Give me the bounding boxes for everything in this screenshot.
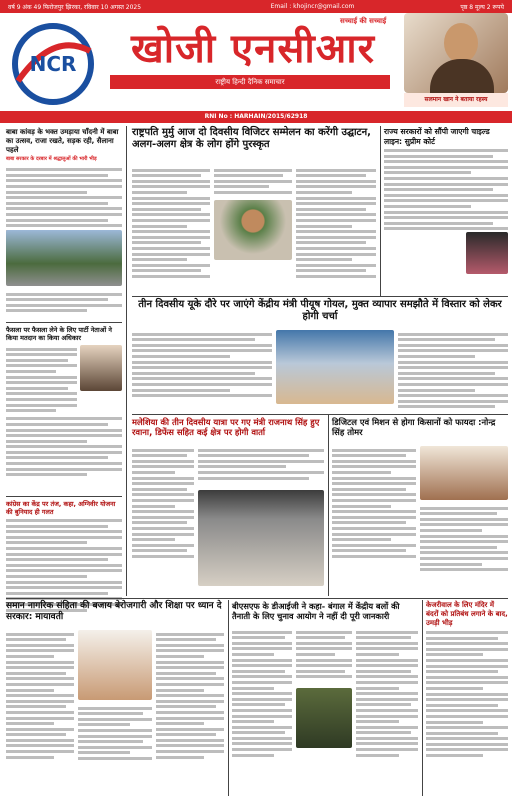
goyal-photo — [276, 330, 394, 404]
newspaper-title: खोजी एनसीआर — [130, 26, 375, 72]
article-left-mid[interactable] — [6, 326, 122, 479]
celebrity-photo — [404, 13, 508, 93]
article-mayawati[interactable] — [6, 601, 224, 623]
column-rule — [228, 600, 229, 796]
article-subhead: बाबा सरकार के दरबार में श्रद्धालुओं की भारी भीड़ — [6, 156, 97, 162]
column-rule — [422, 600, 423, 796]
article-right-bottom[interactable] — [426, 601, 508, 760]
contact-email[interactable]: Email : khojincr@gmail.com — [270, 3, 355, 10]
article-headline: केजरीवाल के लिए मंदिर में बंदरों को प्रतिबंध लगाने के बाद, उमड़ी भीड़ — [426, 601, 508, 627]
tomar-photo — [420, 446, 508, 500]
masthead — [0, 13, 512, 109]
article-bsf[interactable] — [232, 601, 418, 621]
issue-meta: वर्ष 9 अंक 49 फिरोजपुर झिरका, रविवार 10 अगस्त 2025 — [8, 3, 142, 11]
svg-text:NCR: NCR — [29, 52, 77, 76]
column-rule — [380, 126, 381, 296]
president-photo — [214, 200, 292, 260]
article-headline: फैसला पर फैसला लेने के लिए पार्टी नेताओं ने किया मतदान का किया अधिकार — [6, 326, 112, 342]
top-info-bar — [0, 0, 512, 13]
rajnath-photo — [198, 490, 324, 586]
article-headline: राष्ट्रपति मुर्मु आज दो दिवसीय विजिटर सम्मेलन का करेंगी उद्घाटन, अलग-अलग क्षेत्र के लोग होंगे पुरस्कृत — [132, 127, 371, 150]
article-headline: तीन दिवसीय यूके दौरे पर जाएंगे केंद्रीय मंत्री पीयूष गोयल, मुक्त व्यापार समझौते में विस्तार को लेकर होगी चर्चा — [138, 299, 502, 322]
article-left-bottom[interactable] — [6, 500, 122, 614]
mountain-road-photo — [6, 230, 122, 286]
masthead-tagline: सच्चाई की सच्चाई — [340, 17, 387, 25]
article-headline: मलेशिया की तीन दिवसीय यात्रा पर गए मंत्री राजनाथ सिंह हुए रवाना, डिफेंस सहित कई क्षेत्र पर होगी वार्ता — [132, 417, 320, 437]
article-headline: बाबा कांवड़ के भक्त उमड़ाया चाँदनी में बाबा का उत्सव, राजा रखते, सड़क रही, सैलाना पहले — [6, 128, 119, 154]
woman-photo — [466, 232, 508, 274]
article-rajnath[interactable] — [132, 417, 324, 437]
divider — [132, 296, 508, 297]
article-headline: डिजिटल एवं मिशन से होगा किसानों को फायदा :नोन्द्र सिंह तोमर — [332, 417, 496, 437]
page-price: पृष्ठ 8 मूल्य 2 रूपये — [460, 3, 504, 11]
article-right-top[interactable] — [384, 127, 508, 233]
column-rule — [328, 414, 329, 596]
divider — [6, 322, 122, 323]
rni-number: RNI No : HARHAIN/2015/62918 — [0, 111, 512, 123]
divider — [132, 414, 508, 415]
article-goyal[interactable] — [132, 299, 508, 323]
article-headline: बीएसएफ के डीआईजी ने कहा- बंगाल में केंद्रीय बलों की तैनाती के लिए चुनाव आयोग ने नहीं दी पूरी जानकारी — [232, 601, 400, 621]
column-rule — [126, 126, 127, 596]
person-photo — [80, 345, 122, 391]
article-headline: समान नागरिक संहिता की बजाय बेरोजगारी और शिक्षा पर ध्यान दे सरकार: मायावती — [6, 601, 222, 622]
article-lead[interactable] — [132, 127, 376, 151]
divider — [6, 496, 122, 497]
bsf-officer-photo — [296, 688, 352, 748]
article-left-top[interactable] — [6, 128, 122, 236]
article-digital[interactable] — [332, 417, 508, 437]
divider — [6, 598, 508, 599]
mayawati-photo — [78, 630, 152, 700]
article-headline: कांग्रेस का केंद्र पर तंज, कहा, अग्निवीर योजना की बुनियाद ही गलत — [6, 500, 116, 516]
celebrity-caption: सलमान खान ने बताया रहस्य — [404, 93, 508, 107]
ncr-logo — [8, 21, 98, 107]
newspaper-subtitle: राष्ट्रीय हिन्दी दैनिक समाचार — [110, 75, 390, 89]
article-headline: राज्य सरकारों को सौंपी जाएगी चाइल्ड लाइन: सुप्रीम कोर्ट — [384, 127, 490, 146]
